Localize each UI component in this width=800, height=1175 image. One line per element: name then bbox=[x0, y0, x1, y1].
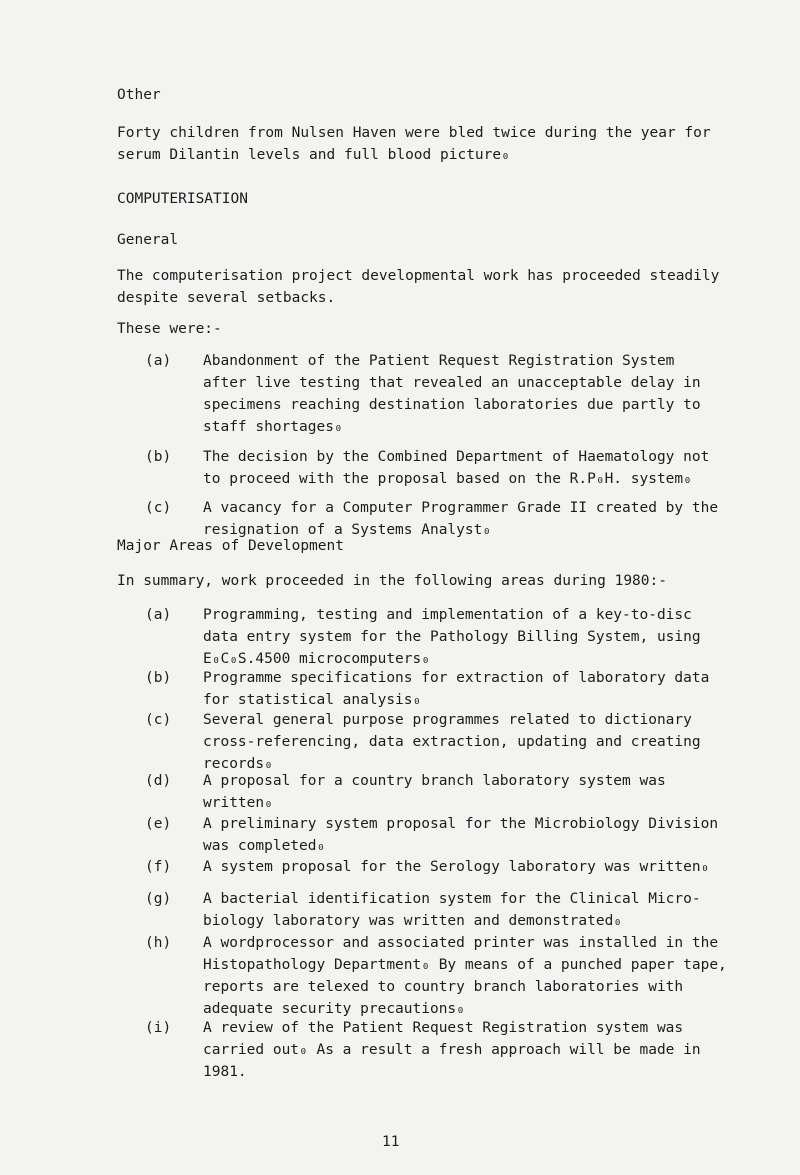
item-text: Programming, testing and implementation of a key-to-disc data entry system for the Pathology Billing System, using E₀C₀S.4500 microcomputers₀ bbox=[203, 607, 701, 667]
section-heading-major: Major Areas of Development bbox=[117, 538, 344, 554]
page-number: 11 bbox=[382, 1134, 400, 1150]
paragraph-general: The computerisation project developmental work has proceeded steadily despite several setbacks. bbox=[117, 268, 720, 306]
item-text: A vacancy for a Computer Programmer Grade II created by the resignation of a Systems Analyst₀ bbox=[203, 500, 719, 538]
item-label: (e) bbox=[145, 816, 172, 832]
item-text: Abandonment of the Patient Request Registration System after live testing that revealed an unacceptable delay in specimens reaching destination laboratories due partly to staff shortages₀ bbox=[203, 353, 701, 435]
item-label: (c) bbox=[145, 500, 172, 516]
item-label: (i) bbox=[145, 1020, 172, 1036]
item-text: A proposal for a country branch laboratory system was written₀ bbox=[203, 773, 666, 811]
item-label: (b) bbox=[145, 449, 172, 465]
item-label: (a) bbox=[145, 607, 172, 623]
item-text: Several general purpose programmes related to dictionary cross-referencing, data extraction, updating and creating records₀ bbox=[203, 712, 701, 772]
item-label: (d) bbox=[145, 773, 172, 789]
these-were-line: These were:- bbox=[117, 321, 222, 337]
item-text: A system proposal for the Serology laboratory was written₀ bbox=[203, 859, 710, 875]
item-text: A preliminary system proposal for the Microbiology Division was completed₀ bbox=[203, 816, 719, 854]
item-label: (g) bbox=[145, 891, 172, 907]
item-text: Programme specifications for extraction of laboratory data for statistical analysis₀ bbox=[203, 670, 710, 708]
item-label: (a) bbox=[145, 353, 172, 369]
summary-line: In summary, work proceeded in the following areas during 1980:- bbox=[117, 573, 667, 589]
item-text: A review of the Patient Request Registration system was carried out₀ As a result a fresh approach will be made in 1981. bbox=[203, 1020, 701, 1080]
section-heading-general: General bbox=[117, 232, 179, 248]
section-heading-other: Other bbox=[117, 87, 161, 103]
item-label: (h) bbox=[145, 935, 172, 951]
item-label: (c) bbox=[145, 712, 172, 728]
item-label: (b) bbox=[145, 670, 172, 686]
section-heading-computerisation: COMPUTERISATION bbox=[117, 191, 248, 207]
item-text: A wordprocessor and associated printer was installed in the Histopathology Department₀ By means of a punched paper tape, reports are telexed to country branch laboratories with adequate security precautions₀ bbox=[203, 935, 727, 1017]
item-text: The decision by the Combined Department of Haematology not to proceed with the proposal based on the R.P₀H. system₀ bbox=[203, 449, 710, 487]
item-text: A bacterial identification system for the Clinical Micro- biology laboratory was written and demonstrated₀ bbox=[203, 891, 701, 929]
paragraph-other: Forty children from Nulsen Haven were bled twice during the year for serum Dilantin levels and full blood picture₀ bbox=[117, 125, 711, 163]
item-label: (f) bbox=[145, 859, 172, 875]
